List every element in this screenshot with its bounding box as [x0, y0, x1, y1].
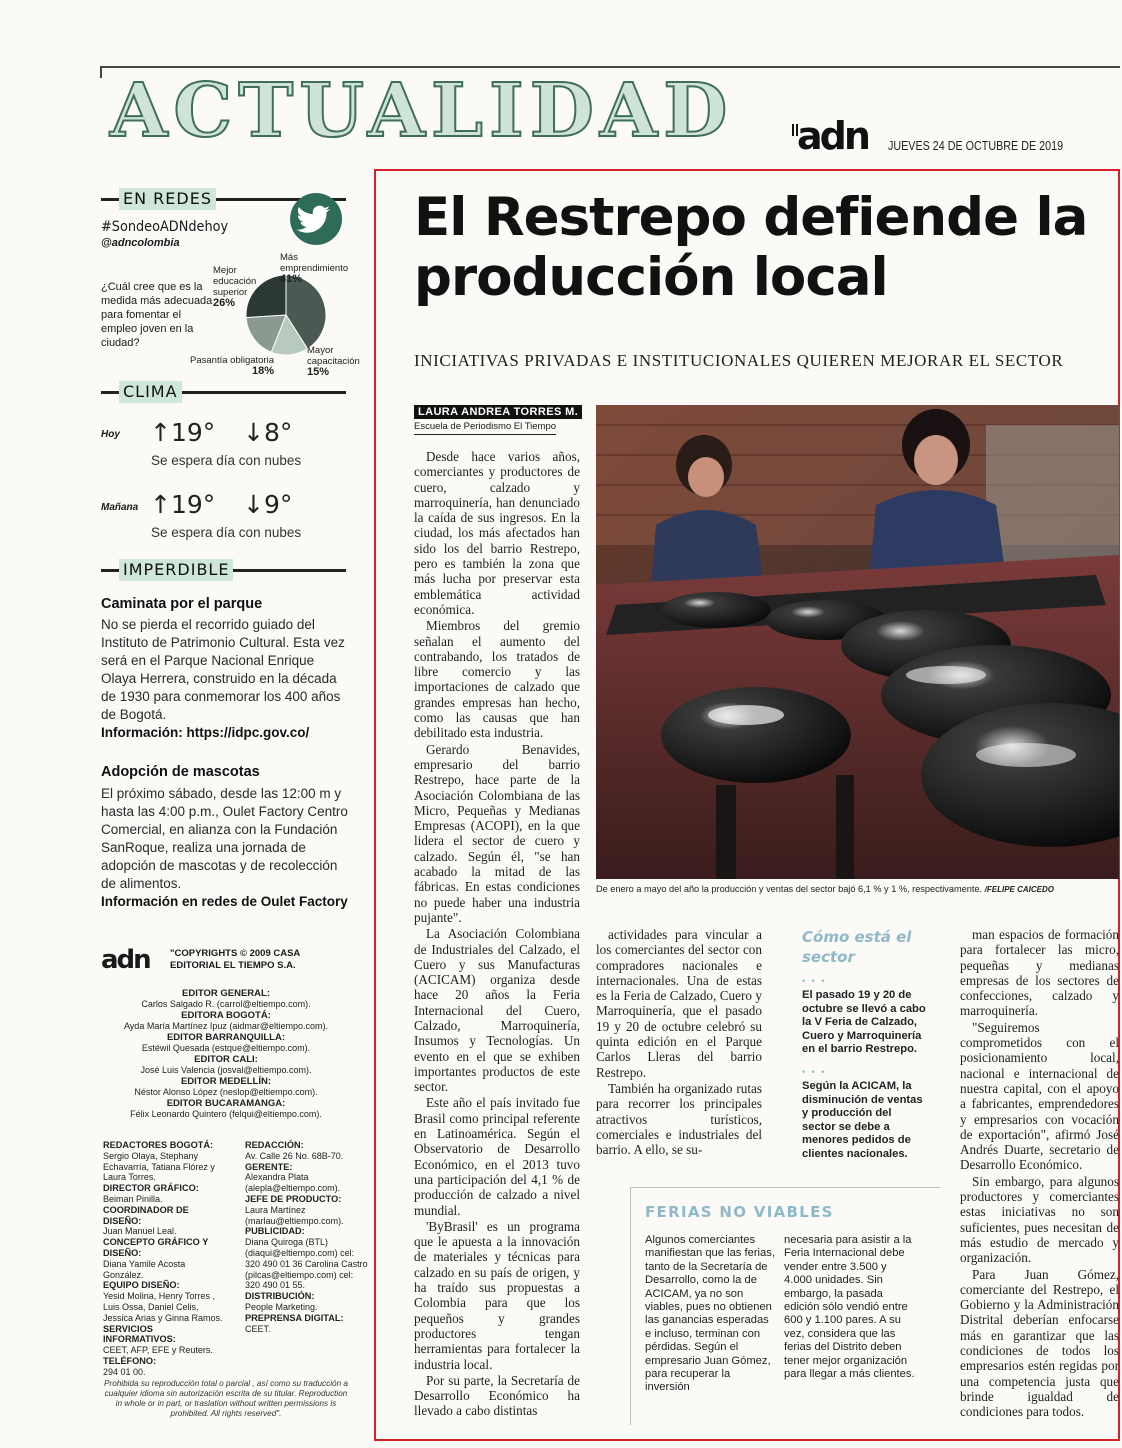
credit-name: Estéwil Quesada (estque@eltiempo.com).: [141, 1043, 311, 1053]
credit-name: 294 01 00.: [103, 1366, 146, 1377]
weather-day-label: Hoy: [101, 429, 120, 440]
credit-role: COORDINADOR DE DISEÑO:: [103, 1204, 189, 1226]
article-headline: El Restrepo defiende la producción local: [414, 187, 1088, 308]
ferias-column-1: Algunos comerciantes manifiestan que las ferias, tanto de la Secretaría de Desarrollo, como la de ACICAM, ya no son viables, pues no obtienen las ganancias esperadas e incluso, terminan con pérdidas. Según el empresario Juan Gómez, para recuperar la inversión: [645, 1234, 775, 1394]
credit-role: EDITORA BOGOTÁ:: [181, 1010, 271, 1021]
paragraph: Gerardo Benavides, empresario del barrio Restrepo, hace parte de la Asociación Colombiana de las Micro, Pequeñas y Medianas Empresas (ACOPI), en la que lidera el sector de cuero y calzado. Según él, "se han acabado la mitad de las fábricas. En estas condiciones no puede haber una industria pujante".: [414, 741, 580, 925]
weather-forecast: Se espera día con nubes: [151, 453, 302, 468]
article-subheadline: INICIATIVAS PRIVADAS E INSTITUCIONALES QUIEREN MEJORAR EL SECTOR: [414, 351, 1064, 370]
event-info: Información: https://idpc.gov.co/: [101, 725, 310, 740]
credit-role: SERVICIOS INFORMATIVOS:: [103, 1323, 176, 1345]
section-title: ACTUALIDAD: [110, 68, 734, 154]
event-body: No se pierda el recorrido guiado del Instituto de Patrimonio Cultural. Esta vez será en el Parque Nacional Enrique Olaya Herrera, construido en la década de 1930 para conmemorar los 400 años de Bogotá. Información: https://idpc.gov.co/: [101, 617, 345, 740]
credit-name: CEET, AFP, EFE y Reuters.: [103, 1345, 213, 1356]
credit-name: Alexandra Plata (alepla@eltiempo.com).: [245, 1172, 341, 1194]
weather-min-temp: ↓8°: [243, 418, 293, 447]
credit-name: Juan Manuel Leal.: [103, 1226, 177, 1237]
weather-max-temp: ↑19°: [150, 490, 216, 519]
paragraph: Para Juan Gómez, comerciante del Restrepo, el Gobierno y la Administración Distrital deberían enfocarse más en garantizar que las condiciones de todos los empresarios estén regidas por una competencia justa que brinde igualdad de condiciones para todos.: [960, 1266, 1119, 1420]
credit-name: Diana Yamile Acosta González.: [103, 1258, 186, 1280]
credit-role: GERENTE:: [245, 1161, 293, 1172]
credit-role: REDACCIÓN:: [245, 1140, 304, 1150]
author-affiliation: Escuela de Periodismo El Tiempo: [414, 421, 556, 435]
sidebar-dots: • • •: [802, 976, 827, 986]
credit-role: TELÉFONO:: [103, 1355, 157, 1366]
credit-name: Diana Quiroga (BTL) (diaqui@eltiempo.com) cel: 320 490 01 36 Carolina Castro (pilcas@eltiempo.com) cel: 320 490 01 55.: [245, 1237, 368, 1291]
credit-name: Néstor Alonso López (neslop@eltiempo.com).: [134, 1087, 318, 1097]
credit-role: EDITOR GENERAL:: [182, 988, 270, 999]
shoe-factory-photo: [596, 405, 1119, 879]
credit-role: PREPRENSA DIGITAL:: [245, 1312, 344, 1323]
sidebar-fact-2: Según la ACICAM, la disminución de ventas y producción del sector se debe a menores pedidos de clientes nacionales.: [802, 1080, 923, 1160]
ferias-title: FERIAS NO VIABLES: [645, 1203, 834, 1221]
paragraph: También ha organizado rutas para recorrer los principales atractivos turísticos, comerciales e industriales del barrio. A ello, se su-: [596, 1080, 762, 1158]
en-redes-label: EN REDES: [119, 188, 216, 210]
imperdible-label: IMPERDIBLE: [119, 559, 233, 581]
photo-credit: /FELIPE CAICEDO: [984, 885, 1054, 894]
paragraph: La Asociación Colombiana de Industriales del Calzado, el Cuero y sus Manufacturas (ACICAM) organiza desde hace 20 años la Feria Internacional del Cuero, Calzado, Marroquinería, Insumos y Tecnologías. Un evento en el que se exhiben importantes productos de este sector.: [414, 926, 580, 1095]
paragraph: actividades para vincular a los comerciantes del sector con compradores nacionales e internacionales. Una de estas es la Feria de Calzado, Cuero y Marroquinería, que el pasado 19 y 20 de octubre celebró su quinta edición en el Parque Carlos Lleras del barrio Restrepo.: [596, 927, 762, 1080]
clima-label: CLIMA: [119, 381, 182, 403]
clima-header: [101, 381, 346, 403]
poll-option-capacitacion: Mayor capacitación 15%: [307, 345, 360, 378]
credit-role: EDITOR BUCARAMANGA:: [166, 1098, 286, 1109]
credit-name: Beiman Pinilla.: [103, 1193, 163, 1204]
poll-question: ¿Cuál cree que es la medida más adecuada para fomentar el empleo joven en la ciudad?: [101, 281, 213, 349]
poll-option-educacion: Mejor educación superior 26%: [213, 265, 257, 309]
credit-name: Yesid Molina, Henry Torres , Luis Ossa, Daniel Celis, Jessica Arias y Ginna Ramos.: [103, 1291, 223, 1323]
credit-role: DIRECTOR GRÁFICO:: [103, 1183, 199, 1194]
paragraph: Miembros del gremio señalan el aumento del contrabando, los tratados de libre comercio y las importaciones de calzado que grandes empresas han hecho, como las causas que han debilitado esta industria.: [414, 618, 580, 741]
credit-name: Av. Calle 26 No. 68B-70.: [245, 1150, 344, 1161]
credit-role: REDACTORES BOGOTÁ:: [103, 1140, 214, 1150]
paragraph: man espacios de formación para fortalecer las micro, pequeñas y medianas empresas de los sectores de confecciones, calzado y marroquinería.: [960, 927, 1119, 1019]
credit-name: José Luis Valencia (josval@eltiempo.com).: [140, 1065, 312, 1075]
credit-role: DISTRIBUCIÓN:: [245, 1291, 315, 1302]
credit-role: EQUIPO DISEÑO:: [103, 1280, 180, 1291]
credit-name: People Marketing.: [245, 1301, 318, 1312]
event-title: Caminata por el parque: [101, 596, 263, 612]
weather-forecast: Se espera día con nubes: [151, 525, 302, 540]
article-column-4: [960, 927, 1119, 1421]
credit-name: Félix Leonardo Quintero (felqui@eltiempo.com).: [130, 1109, 322, 1119]
article-column-1: [414, 449, 580, 1421]
top-rule-tick: [100, 66, 102, 78]
credit-name: Carlos Salgado R. (carrol@eltiempo.com).: [141, 999, 311, 1009]
article-author: LAURA ANDREA TORRES M.: [414, 405, 582, 419]
copyright-notice: "COPYRIGHTS © 2009 CASA EDITORIAL EL TIEMPO S.A.: [170, 948, 300, 971]
paragraph: Este año el país invitado fue Brasil como principal referente en Latinoamérica. Según el Observatorio de Desarrollo Económico, en el 2013 tuvo una participación del 4,1 % de producción de calzado a nivel mundial.: [414, 1095, 580, 1218]
paragraph: Desde hace varios años, comerciantes y productores de cuero, calzado y marroquinería, han denunciado la caída de sus ingresos. En la ciudad, los más afectados han sido los del barrio Restrepo, pero es también la zona que más lucha por preservar esta emblemática actividad económica.: [414, 449, 580, 617]
poll-hashtag: #SondeoADNdehoy: [101, 219, 229, 235]
staff-list-left: [103, 1140, 228, 1378]
credit-name: Sergio Olaya, Stephany Echavarría, Tatiana Flórez y Laura Torres.: [103, 1150, 215, 1183]
credit-role: EDITOR BARRANQUILLA:: [166, 1032, 286, 1043]
sidebar-title: Cómo está el sector: [802, 928, 912, 966]
credit-role: CONCEPTO GRÁFICO Y DISEÑO:: [103, 1237, 209, 1258]
event-title: Adopción de mascotas: [101, 764, 260, 780]
event-info: Información en redes de Oulet Factory: [101, 894, 348, 909]
paragraph: "Seguiremos comprometidos con el posicionamiento local, nacional e internacional de nuestra capital, con el apoyo a fabricantes, emprendedores y empresarios con vocación de exportación", afirmó José Andrés Duarte, secretario de Desarrollo Económico.: [960, 1019, 1119, 1173]
adn-logo: adn: [797, 114, 868, 158]
poll-option-pasantia: Pasantía obligatoria 18%: [190, 355, 274, 377]
credit-role: JEFE DE PRODUCTO:: [245, 1193, 342, 1204]
ferias-column-2: necesaria para asistir a la Feria Internacional debe vender entre 3.500 y 4.000 unidades. Sin embargo, la pasada edición sólo vendió entre 600 y 1.100 pares. A su vez, considera que las ferias del Distrito deben tener mejor organización para llegar a más clientes.: [784, 1234, 915, 1381]
paragraph: Por su parte, la Secretaría de Desarrollo Económico ha llevado a cabo distintas: [414, 1372, 580, 1419]
weather-max-temp: ↑19°: [150, 418, 216, 447]
credits-adn-logo: adn: [101, 945, 150, 975]
credit-name: CEET.: [245, 1323, 271, 1334]
event-body: El próximo sábado, desde las 12:00 m y hasta las 4:00 p.m., Oulet Factory Centro Comercial, en alianza con la Fundación SanRoque, realiza una jornada de adopción de mascotas y de recolección de alimentos. Información en redes de Oulet Factory: [101, 786, 348, 909]
sidebar-dots: • • •: [802, 1067, 827, 1077]
credit-name: Ayda María Martínez Ipuz (aidmar@eltiempo.com).: [123, 1021, 329, 1031]
legal-notice: Prohibida su reproducción total o parcial , así como su traducción a cualquier idioma sin autorización escrita de su titular. Reproduction in whole or in part, or traslation without written permissions is prohibited. All rights reserved".: [104, 1379, 348, 1418]
article-column-2: [596, 927, 762, 1163]
editors-list: [101, 988, 351, 1120]
weather-min-temp: ↓9°: [243, 490, 293, 519]
imperdible-header: [101, 559, 346, 581]
twitter-bird-icon: [286, 189, 346, 249]
issue-date: JUEVES 24 DE OCTUBRE DE 2019: [888, 139, 1064, 153]
credit-role: PUBLICIDAD:: [245, 1226, 305, 1237]
credit-role: EDITOR MEDELLÍN:: [180, 1076, 272, 1087]
sidebar-fact-1: El pasado 19 y 20 de octubre se llevó a cabo la V Feria de Calzado, Cuero y Marroquinería en el barrio Restrepo.: [802, 989, 926, 1055]
paragraph: Sin embargo, para algunos productores y comerciantes estas iniciativas no son suficientes, pues necesitan de más estudio de mercado y organización.: [960, 1173, 1119, 1266]
photo-caption: De enero a mayo del año la producción y ventas del sector bajó 6,1 % y 1 %, respectivamente. /FELIPE CAICEDO: [596, 884, 1054, 894]
credit-role: EDITOR CALI:: [194, 1054, 258, 1065]
credit-name: Laura Martínez (marlau@eltiempo.com).: [245, 1204, 344, 1226]
poll-handle: @adncolombia: [101, 237, 180, 249]
weather-day-label: Mañana: [101, 502, 139, 513]
staff-list-right: [245, 1140, 370, 1334]
poll-option-emprendimiento: Más emprendimiento 41%: [280, 252, 349, 285]
paragraph: 'ByBrasil' es un programa que le apuesta a la innovación de materiales y técnicas para calzado en su país de origen, y ha traído sus propuestas a Colombia para que los pequeños y grandes productores tengan herramientas para fortalecer la industria local.: [414, 1218, 580, 1372]
